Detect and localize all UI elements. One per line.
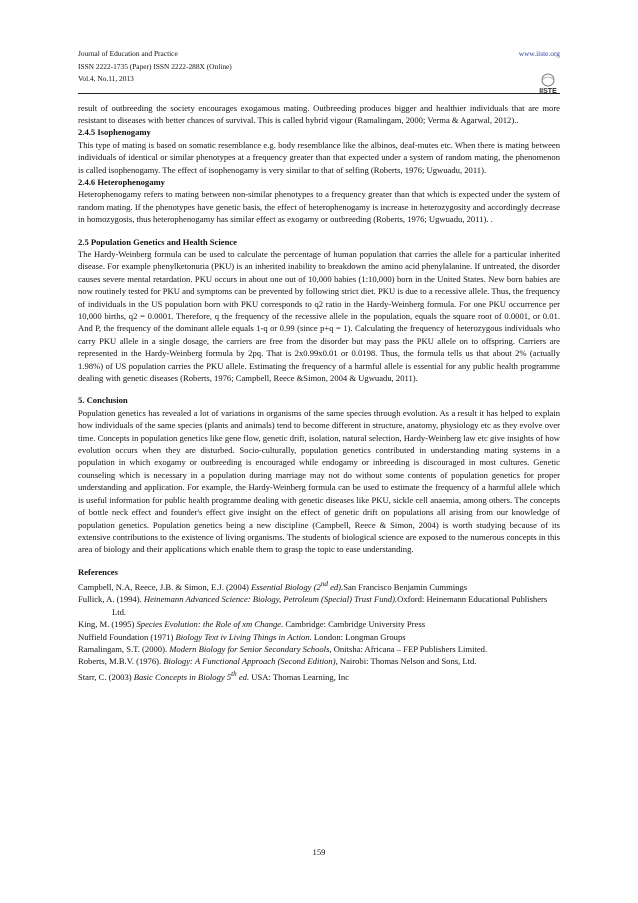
section-text-heterophenogamy: Heterophenogamy refers to mating between non-similar phenotypes to a frequency greater than that which is expected under the system of random mating. If the phenotypes have genetic basis, the effect of heterophenogamy is increase in heterozygosity and accordingly decrease in homozygosis, thus heterophenogamy has similar effect as exogamy or outbreeding (Roberts, 1976; Ugwuadu, 2011). . <box>78 189 560 225</box>
journal-title: Journal of Education and Practice <box>78 49 178 58</box>
page-header <box>78 48 560 86</box>
section-heading-isophenogamy: 2.4.5 Isophenogamy <box>78 127 151 138</box>
section-text-conclusion: Population genetics has revealed a lot of variations in organisms of the same species through evolution. As a result it has helped to explain how individuals of the same species (plants and animals) tend to become different in structure, anatomy, physiology etc as they evolve over time. Concepts in population genetics like gene flow, genetic drift, isolation, natural selection, Hardy-Weinberg law etc give insights of how evolution occurs when they are disturbed. Socio-culturally, population genetics contributed in understanding mating systems in a population in which exogamy or outbreeding is encouraged while endogamy or inbreeding is discouraged in most cultures. Genetic counseling which is necessary in a population during marriage may not do without some contents of population genetics for proper understanding and application. For example, the Hardy-Weinberg formula can be used to estimate the frequency of a harmful allele which is useful information for public health programme dealing with genetic diseases like PKU, sickle cell anaemia, among others. The concepts of bottle neck effect and founder's effect give insight on the effect of genetic drift on populations all arising from our knowledge of population genetics. Population genetics being a new discipline (Campbell, Reece & Simon, 2004) is worth studying because of its extensive contributions to the existence of living organisms. The students of biological science are exposed to the numerous concepts in this area of biology and their applications which enable them to grasp the topic to ease understanding. <box>78 407 560 555</box>
section-text-isophenogamy: This type of mating is based on somatic resemblance e.g. body resemblance like the albinos, deaf-mutes etc. When there is mating between individuals of identical or similar phenotypes at a frequency greater than that expected under a system of random mating, the phenomenon is called isophenogamy. The effect of isophenogamy is very similar to that of selfing (Roberts, 1976; Ugwuadu, 2011). <box>78 139 560 175</box>
reference-item: Roberts, M.B.V. (1976). Biology: A Functional Approach (Second Edition), Nairobi: Thomas Nelson and Sons, Ltd. <box>78 656 477 667</box>
section-heading-conclusion: 5. Conclusion <box>78 395 128 406</box>
section-heading-heterophenogamy: 2.4.6 Heterophenogamy <box>78 176 165 187</box>
references-list <box>78 566 560 683</box>
reference-item: King, M. (1995) Species Evolution: the Role of xm Change. Cambridge: Cambridge University Press <box>78 619 426 630</box>
intro-paragraph: result of outbreeding the society encourages exogamous mating. Outbreeding produces bigger and healthier individuals that are more resistant to diseases with better chances of survival. This is called hybrid vigour (Ramalingam, 2000; Verma & Agarwal, 2012).. <box>78 102 560 125</box>
reference-item: Ramalingam, S.T. (2000). Modern Biology for Senior Secondary Schools, Onitsha: Africana – FEP Publishers Limited. <box>78 644 488 655</box>
reference-item: Starr, C. (2003) Basic Concepts in Biology 5th ed. USA: Thomas Learning, Inc <box>78 669 349 682</box>
references-heading: References <box>78 566 118 577</box>
reference-item: Nuffield Foundation (1971) Biology Text iv Living Things in Action. London: Longman Groups <box>78 631 406 642</box>
page-number: 159 <box>312 847 326 857</box>
svg-text:IISTE: IISTE <box>539 88 557 95</box>
section-text-population-genetics: The Hardy-Weinberg formula can be used to calculate the percentage of human population that carries the allele for a particular inherited disease. For example phenylketonuria (PKU) is an inherited inability to breakdown the amino acid phenylalanine. If untreated, the disorder causes severe mental retardation. PKU occurs in about one out of 10,000 babies (1:10,000) born in the United States. New born babies are now routinely tested for PKU and symptoms can be prevented by following strict diet. PKU is due to a recessive allele. Thus, the frequency of individuals in the US population born with PKU corresponds to q2 ratio in the Hardy-Weinberg formula. For one PKU occurrence per 10,000 births, q2 = 0.0001. Therefore, q the frequency of the recessive allele in the population, equals the square root of 0.0001, or 0.01. And P, the frequency of the dominant allele equals 1-q or 0.99 (since p+q = 1). Calculating the frequency of heterozygous individuals who carry PKU allele in a single dosage, the carriers are free from the disorder but may pass the PKU allele on to offspring. Carriers are represented in the Hardy-Weinberg formula by 2pq. That is 2x0.99x0.01 or 0.0198. Thus, the formula tells us that about 2% (actually 1.98%) of US population carries the PKU allele. Estimating the frequency of a harmful allele is essential for any public health programme dealing with genetic diseases (Roberts, 1976; Campbell, Reece &Simon, 2004 & Ugwuadu, 2011). <box>78 248 560 384</box>
journal-issn: ISSN 2222-1735 (Paper) ISSN 2222-288X (Online) <box>78 61 232 71</box>
header-divider <box>78 93 560 94</box>
iiste-logo-icon <box>535 73 561 95</box>
journal-url-link[interactable]: www.iiste.org <box>518 49 560 58</box>
article-body <box>78 102 560 684</box>
reference-item: Fullick, A. (1994). Heinemann Advanced Science: Biology, Petroleum (Special) Trust Fund).Oxford: Heinemann Educational Publishers Ltd. <box>78 594 548 617</box>
journal-volume: Vol.4, No.11, 2013 <box>78 74 134 83</box>
section-heading-population-genetics: 2.5 Population Genetics and Health Science <box>78 236 237 247</box>
reference-item: Campbell, N.A, Reece, J.B. & Simon, E.J. (2004) Essential Biology (2nd ed).San Francisco Benjamin Cummings <box>78 580 468 592</box>
